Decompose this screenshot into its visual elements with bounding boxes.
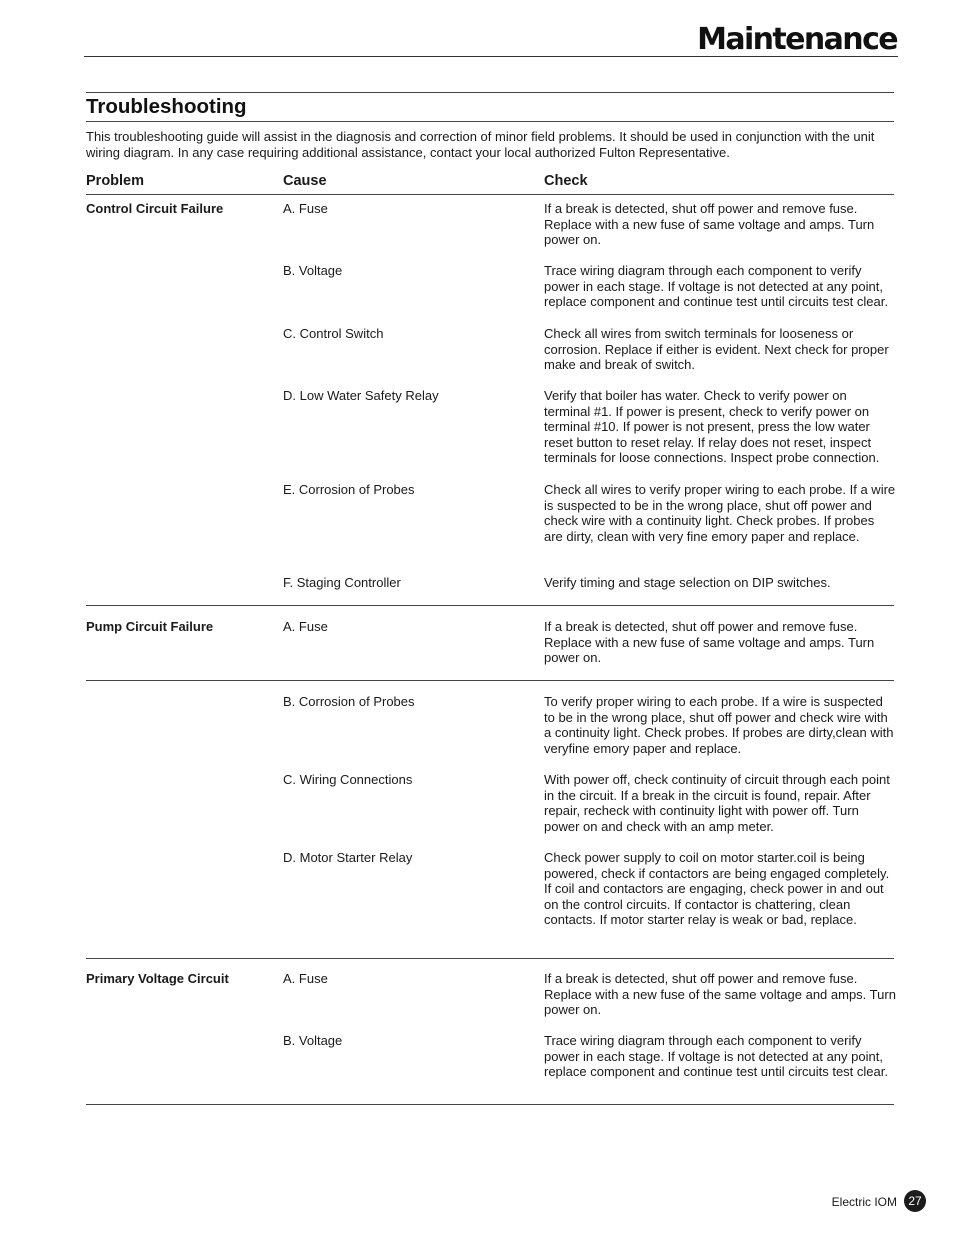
cause-label: A. Fuse (283, 971, 328, 986)
cause-label: A. Fuse (283, 201, 328, 216)
problem-label: Pump Circuit Failure (86, 619, 214, 634)
header-divider (84, 56, 898, 57)
section-divider-bottom (86, 121, 894, 122)
cause-label: F. Staging Controller (283, 575, 401, 590)
intro-paragraph: This troubleshooting guide will assist in the diagnosis and correction of minor field problems. It should be used in conjunction with the unit wiring diagram. In any case requiring additional assistance, contact your local authorized Fulton Representative. (86, 129, 875, 160)
check-text: Verify that boiler has water. Check to verify power on terminal #1. If power is present, check to verify power on terminal #10. If power is not present, press the low water reset button to reset relay. If relay does not reset, inspect terminals for loose connections. Inspect probe connection. (544, 388, 880, 465)
column-header-cause: Cause (283, 173, 327, 189)
check-text: If a break is detected, shut off power and remove fuse. Replace with a new fuse of the same voltage and amps. Turn power on. (544, 971, 896, 1017)
footer-doc-label: Electric IOM (831, 1195, 897, 1209)
check-text: Check power supply to coil on motor starter.coil is being powered, check if contactors are being engaged completely. If coil and contactors are engaging, check power in and out on the control circuits. If contactor is chattering, clean contacts. If motor starter relay is weak or bad, replace. (544, 850, 890, 927)
check-text: With power off, check continuity of circuit through each point in the circuit. If a break in the circuit is found, repair. After repair, recheck with continuity light with power off. Turn power on and check with an amp meter. (544, 772, 890, 834)
check-text: Trace wiring diagram through each component to verify power in each stage. If voltage is not detected at any point, replace component and continue test until circuits test clear. (544, 263, 888, 309)
group-divider (86, 680, 894, 681)
cause-label: A. Fuse (283, 619, 328, 634)
cause-label: B. Voltage (283, 1033, 343, 1048)
cause-label: D. Low Water Safety Relay (283, 388, 439, 403)
page-number-badge: 27 (904, 1190, 926, 1212)
problem-label: Primary Voltage Circuit (86, 971, 229, 986)
check-text: Verify timing and stage selection on DIP switches. (544, 575, 831, 590)
check-text: Check all wires to verify proper wiring to each probe. If a wire is suspected to be in the wrong place, shut off power and check wire with a continuity light. Check probes. If probes are dirty, clean with very fine emory paper and replace. (544, 482, 896, 544)
cause-label: B. Corrosion of Probes (283, 694, 415, 709)
cause-label: E. Corrosion of Probes (283, 482, 415, 497)
problem-label: Control Circuit Failure (86, 201, 224, 216)
section-divider-top (86, 92, 894, 93)
check-text: If a break is detected, shut off power and remove fuse. Replace with a new fuse of same voltage and amps. Turn power on. (544, 201, 875, 247)
cause-label: B. Voltage (283, 263, 343, 278)
section-title: Troubleshooting (86, 95, 247, 118)
cause-label: C. Wiring Connections (283, 772, 413, 787)
group-divider (86, 958, 894, 959)
cause-label: D. Motor Starter Relay (283, 850, 413, 865)
column-header-problem: Problem (86, 173, 145, 189)
page-header-title: Maintenance (697, 22, 897, 57)
cause-label: C. Control Switch (283, 326, 384, 341)
check-text: Check all wires from switch terminals for looseness or corrosion. Replace if either is evident. Next check for proper make and break of switch. (544, 326, 889, 372)
check-text: If a break is detected, shut off power and remove fuse. Replace with a new fuse of same voltage and amps. Turn power on. (544, 619, 875, 665)
check-text: Trace wiring diagram through each component to verify power in each stage. If voltage is not detected at any point, replace component and continue test until circuits test clear. (544, 1033, 888, 1079)
table-bottom-divider (86, 1104, 894, 1105)
column-header-check: Check (544, 173, 588, 189)
check-text: To verify proper wiring to each probe. If a wire is suspected to be in the wrong place, shut off power and check wire with a continuity light. Check probes. If probes are dirty,clean with veryfine emory paper and replace. (544, 694, 894, 756)
header-row-divider (86, 194, 894, 195)
group-divider (86, 605, 894, 606)
